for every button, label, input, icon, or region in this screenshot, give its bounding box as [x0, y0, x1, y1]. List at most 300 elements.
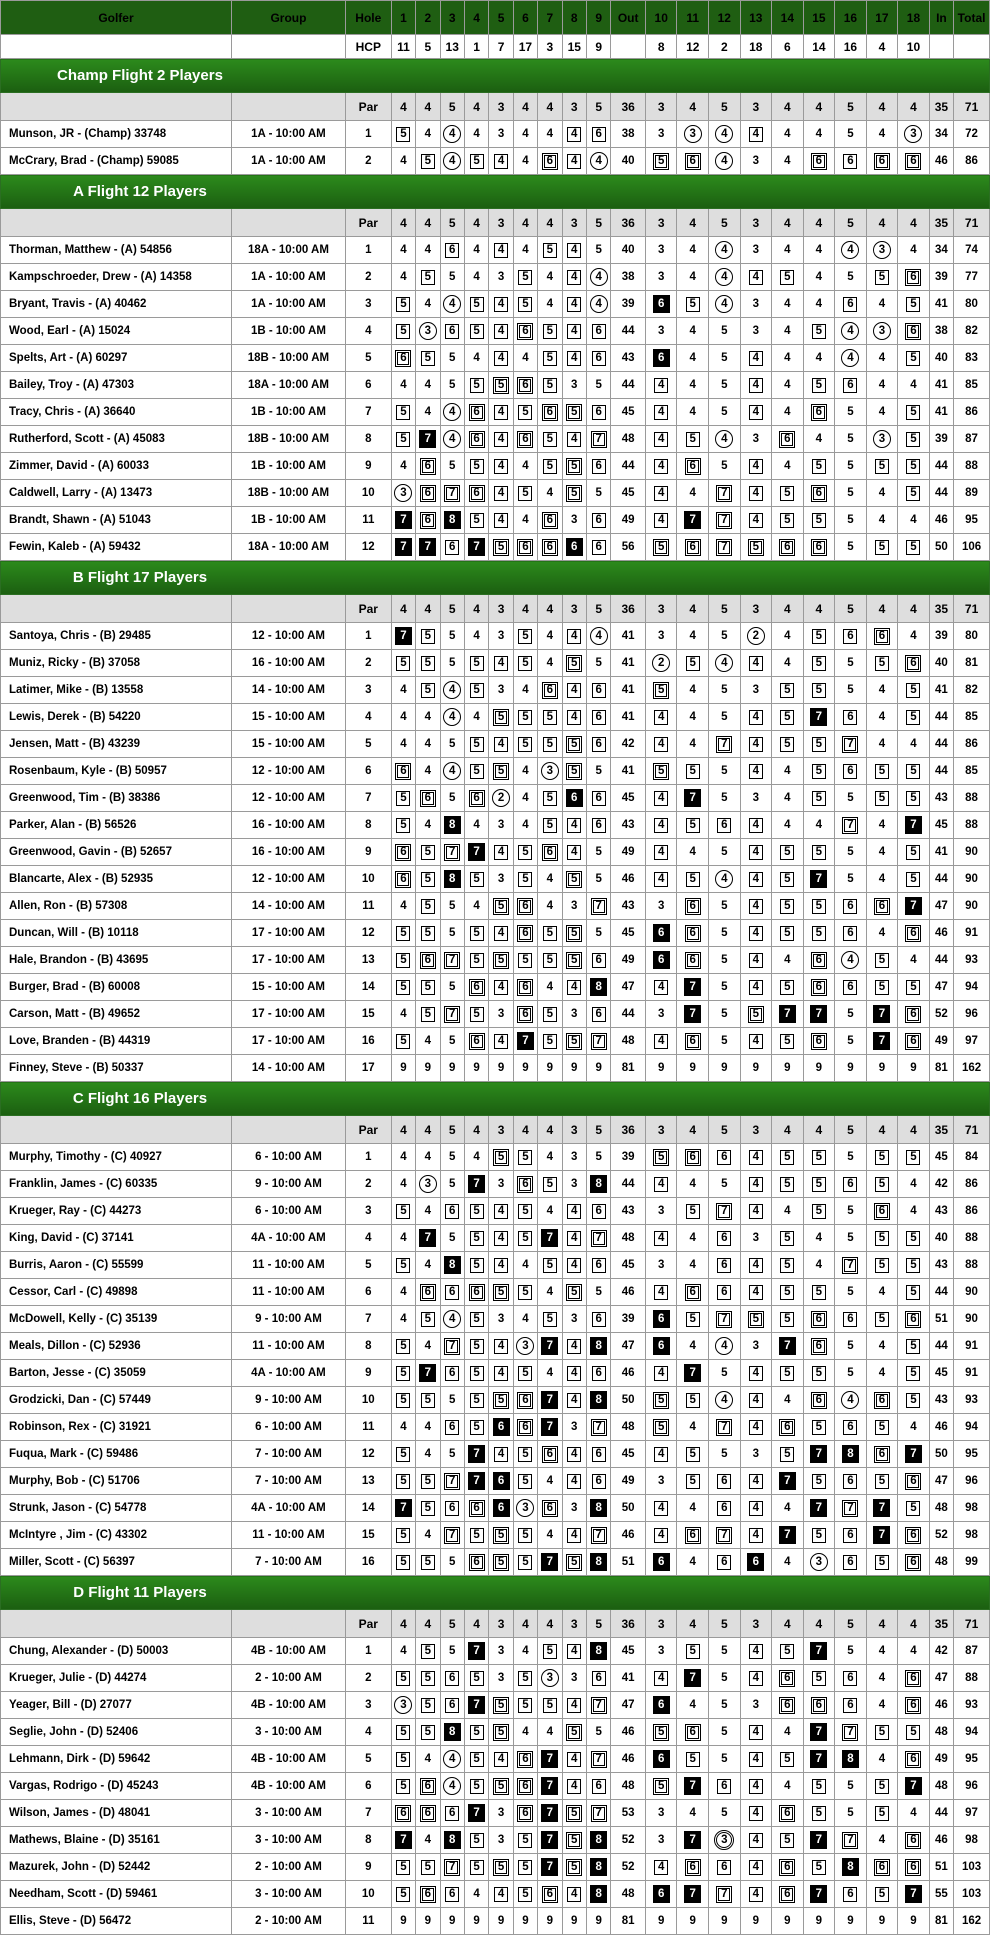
hole-score: 9 — [784, 1914, 791, 1927]
group-cell: 6 - 10:00 AM — [231, 1198, 345, 1225]
hole-score: 98 — [965, 1528, 978, 1541]
hole-score: 4 — [443, 403, 461, 421]
player-row — [1, 1800, 990, 1827]
score-cell — [391, 1198, 415, 1225]
score-cell — [440, 1522, 464, 1549]
score-cell — [835, 507, 867, 534]
score-cell — [677, 291, 709, 318]
hole-score: 6 — [420, 485, 436, 502]
score-cell — [538, 1854, 562, 1881]
score-cell — [709, 1279, 741, 1306]
hole-score: 4 — [689, 324, 696, 337]
score-cell — [611, 1225, 646, 1252]
hole-score: 8 — [590, 1553, 607, 1571]
hcp-label: HCP — [345, 35, 391, 59]
score-cell — [464, 866, 488, 893]
score-cell — [391, 291, 415, 318]
hole-score: 5 — [906, 1285, 920, 1300]
par-cell: 4 — [464, 93, 488, 121]
hole-score: 7 — [468, 1804, 485, 1822]
hole-score: 4 — [443, 708, 461, 726]
score-cell — [440, 1854, 464, 1881]
score-cell — [709, 399, 741, 426]
hole-score: 9 — [522, 1061, 529, 1074]
golfer-name: Wood, Earl - (A) 15024 — [1, 318, 232, 345]
par-blank-group — [231, 209, 345, 237]
par-cell: 5 — [586, 595, 610, 623]
hole-score: 5 — [396, 1393, 410, 1408]
hole-score: 5 — [812, 1779, 826, 1794]
hole-score: 40 — [621, 154, 635, 167]
par-cell: 5 — [835, 1116, 867, 1144]
position-cell: 7 — [345, 399, 391, 426]
score-cell — [954, 1441, 990, 1468]
score-cell — [538, 291, 562, 318]
hole-score: 7 — [468, 538, 485, 556]
par-cell: 4 — [416, 93, 440, 121]
hole-score: 49 — [935, 1034, 948, 1047]
score-cell — [898, 291, 930, 318]
hole-score: 6 — [811, 1338, 827, 1355]
hole-score: 4 — [878, 1752, 886, 1765]
score-cell — [898, 947, 930, 974]
hole-score: 7 — [842, 1724, 858, 1741]
hole-header-10: 10 — [645, 1, 677, 35]
score-cell — [954, 731, 990, 758]
hole-score: 45 — [621, 791, 635, 804]
score-cell — [803, 650, 835, 677]
par-cell: 4 — [464, 209, 488, 237]
hole-score: 48 — [935, 1779, 948, 1792]
hole-score: 5 — [595, 1285, 602, 1298]
hole-score: 4 — [494, 351, 508, 366]
score-cell — [645, 1800, 677, 1827]
score-cell — [709, 1028, 741, 1055]
score-cell — [489, 1800, 513, 1827]
score-cell — [440, 812, 464, 839]
hole-score: 7 — [468, 843, 485, 861]
score-cell — [440, 507, 464, 534]
score-cell — [645, 1252, 677, 1279]
position-cell: 2 — [345, 264, 391, 291]
position-cell: 4 — [345, 1719, 391, 1746]
score-cell — [562, 534, 586, 561]
hole-score: 5 — [847, 405, 854, 418]
score-cell — [929, 623, 953, 650]
score-cell — [709, 1387, 741, 1414]
score-cell — [772, 623, 804, 650]
hole-score: 95 — [965, 513, 978, 526]
hole-score: 5 — [847, 1779, 854, 1792]
score-cell — [562, 1692, 586, 1719]
hole-score: 5 — [847, 459, 854, 472]
hole-score: 4 — [567, 1339, 581, 1354]
hole-score: 5 — [847, 791, 854, 804]
score-cell — [929, 426, 953, 453]
score-cell — [391, 1719, 415, 1746]
par-cell: 4 — [677, 1116, 709, 1144]
hole-score: 8 — [590, 1499, 607, 1517]
hole-score: 49 — [621, 1474, 635, 1487]
score-cell — [740, 1225, 772, 1252]
hole-score: 48 — [621, 432, 635, 445]
score-cell — [954, 1055, 990, 1082]
hole-score: 4 — [654, 1447, 668, 1462]
score-cell — [866, 121, 898, 148]
score-cell — [440, 1773, 464, 1800]
hole-score: 3 — [571, 1177, 578, 1190]
score-cell — [866, 974, 898, 1001]
hole-score: 5 — [780, 513, 794, 528]
hole-score: 4 — [546, 270, 554, 283]
hole-score: 4 — [424, 1420, 432, 1433]
score-cell — [611, 426, 646, 453]
hole-score: 3 — [497, 1806, 505, 1819]
hole-score: 5 — [493, 1284, 509, 1301]
score-cell — [954, 1827, 990, 1854]
hole-score: 4 — [522, 1312, 529, 1325]
hole-score: 3 — [571, 1312, 578, 1325]
position-cell: 4 — [345, 1225, 391, 1252]
score-cell — [440, 480, 464, 507]
hole-score: 4 — [546, 1366, 554, 1379]
hole-score: 6 — [420, 952, 436, 969]
score-cell — [391, 920, 415, 947]
hole-score: 5 — [686, 764, 700, 779]
hole-score: 5 — [780, 1285, 794, 1300]
score-cell — [416, 839, 440, 866]
score-cell — [586, 291, 610, 318]
score-cell — [898, 1908, 930, 1935]
score-cell — [866, 1881, 898, 1908]
hole-score: 43 — [935, 1204, 948, 1217]
hole-score: 5 — [470, 324, 484, 339]
hole-score: 4 — [841, 322, 859, 340]
player-row — [1, 1387, 990, 1414]
score-cell — [929, 866, 953, 893]
score-cell — [586, 318, 610, 345]
score-cell — [954, 1028, 990, 1055]
score-cell — [562, 1001, 586, 1028]
hole-score: 6 — [517, 539, 533, 556]
player-row — [1, 677, 990, 704]
hole-score: 88 — [965, 1231, 978, 1244]
score-cell — [489, 426, 513, 453]
hole-score: 34 — [935, 243, 948, 256]
score-cell — [772, 1360, 804, 1387]
position-cell: 6 — [345, 1773, 391, 1800]
score-cell — [440, 1306, 464, 1333]
hole-score: 5 — [449, 1447, 456, 1460]
score-cell — [538, 1881, 562, 1908]
score-cell — [464, 1333, 488, 1360]
hole-score: 6 — [592, 818, 606, 833]
hole-score: 6 — [445, 1420, 459, 1435]
score-cell — [586, 1908, 610, 1935]
score-cell — [538, 1638, 562, 1665]
player-row — [1, 704, 990, 731]
hole-score: 3 — [571, 378, 578, 391]
score-cell — [954, 1522, 990, 1549]
score-cell — [954, 650, 990, 677]
group-cell: 4B - 10:00 AM — [231, 1773, 345, 1800]
score-cell — [645, 785, 677, 812]
hole-score: 4 — [749, 351, 763, 366]
score-cell — [513, 1144, 537, 1171]
hole-score: 5 — [449, 737, 456, 750]
score-cell — [929, 507, 953, 534]
hole-score: 6 — [517, 1419, 533, 1436]
par-cell: 3 — [645, 1116, 677, 1144]
par-cell: 4 — [513, 1116, 537, 1144]
score-cell — [538, 1665, 562, 1692]
hole-score: 3 — [658, 243, 665, 256]
golfer-name: Latimer, Mike - (B) 13558 — [1, 677, 232, 704]
group-cell: 2 - 10:00 AM — [231, 1665, 345, 1692]
hole-score: 6 — [592, 791, 606, 806]
hole-score: 6 — [493, 1499, 510, 1517]
score-cell — [709, 1692, 741, 1719]
score-cell — [677, 812, 709, 839]
score-cell — [954, 1719, 990, 1746]
group-cell: 4A - 10:00 AM — [231, 1495, 345, 1522]
score-cell — [898, 1441, 930, 1468]
score-cell — [586, 372, 610, 399]
hole-score: 5 — [566, 736, 582, 753]
par-cell: 3 — [740, 1116, 772, 1144]
hcp-cell: 4 — [866, 35, 898, 59]
hole-score: 6 — [445, 1366, 459, 1381]
hole-score: 5 — [518, 405, 532, 420]
score-cell — [772, 1881, 804, 1908]
score-cell — [513, 264, 537, 291]
hole-score: 5 — [518, 872, 532, 887]
score-cell — [740, 1333, 772, 1360]
par-cell: 4 — [416, 1610, 440, 1638]
hole-score: 44 — [935, 953, 948, 966]
score-cell — [803, 1441, 835, 1468]
hole-score: 3 — [571, 899, 578, 912]
score-cell — [709, 534, 741, 561]
hole-score: 5 — [686, 1474, 700, 1489]
hole-score: 42 — [935, 1644, 948, 1657]
hole-score: 5 — [812, 1285, 826, 1300]
position-cell: 11 — [345, 1414, 391, 1441]
hole-score: 4 — [689, 710, 696, 723]
score-cell — [645, 1549, 677, 1576]
hole-score: 5 — [470, 1860, 484, 1875]
score-cell — [929, 237, 953, 264]
hole-score: 6 — [420, 790, 436, 807]
hole-score: 7 — [905, 1777, 922, 1795]
par-cell: 4 — [513, 595, 537, 623]
par-cell: 3 — [562, 1610, 586, 1638]
score-cell — [954, 1638, 990, 1665]
hole-score: 8 — [590, 1642, 607, 1660]
hole-score: 3 — [497, 629, 505, 642]
score-cell — [803, 1800, 835, 1827]
score-cell — [562, 1225, 586, 1252]
score-cell — [611, 534, 646, 561]
position-cell: 10 — [345, 1881, 391, 1908]
hole-score: 4 — [878, 297, 886, 310]
hole-score: 9 — [595, 1914, 602, 1927]
hole-score: 4 — [424, 297, 432, 310]
score-cell — [803, 1665, 835, 1692]
score-cell — [611, 893, 646, 920]
hole-score: 5 — [721, 1725, 728, 1738]
group-cell: 12 - 10:00 AM — [231, 785, 345, 812]
hole-score: 4 — [546, 1204, 554, 1217]
score-cell — [866, 1719, 898, 1746]
score-cell — [677, 650, 709, 677]
score-cell — [866, 507, 898, 534]
par-cell: 36 — [611, 93, 646, 121]
score-cell — [803, 1028, 835, 1055]
score-cell — [740, 507, 772, 534]
score-cell — [772, 947, 804, 974]
hole-score: 3 — [752, 1231, 760, 1244]
hole-score: 41 — [935, 297, 948, 310]
hole-score: 8 — [590, 1337, 607, 1355]
hole-score: 8 — [590, 1831, 607, 1849]
player-row — [1, 372, 990, 399]
score-cell — [513, 399, 537, 426]
golfer-header: Golfer — [1, 1, 232, 35]
hole-score: 7 — [468, 1175, 485, 1193]
score-cell — [562, 1908, 586, 1935]
hole-score: 5 — [812, 1528, 826, 1543]
hole-score: 4 — [400, 1007, 407, 1020]
score-cell — [677, 1171, 709, 1198]
position-cell: 2 — [345, 1665, 391, 1692]
score-cell — [835, 1827, 867, 1854]
score-cell — [866, 1908, 898, 1935]
score-cell — [611, 1306, 646, 1333]
hole-score: 43 — [935, 1393, 948, 1406]
score-cell — [464, 1001, 488, 1028]
hole-score: 5 — [721, 629, 728, 642]
hole-score: 5 — [595, 656, 602, 669]
score-cell — [416, 426, 440, 453]
position-cell: 2 — [345, 650, 391, 677]
score-cell — [898, 812, 930, 839]
score-cell — [611, 812, 646, 839]
golfer-name: Zimmer, David - (A) 60033 — [1, 453, 232, 480]
hole-score: 49 — [621, 953, 635, 966]
hole-score: 5 — [847, 432, 854, 445]
hole-score: 4 — [715, 125, 733, 143]
score-cell — [464, 1252, 488, 1279]
score-cell — [562, 372, 586, 399]
score-cell — [440, 650, 464, 677]
hole-score: 9 — [721, 1914, 728, 1927]
score-cell — [611, 1692, 646, 1719]
score-cell — [772, 1306, 804, 1333]
score-cell — [440, 1441, 464, 1468]
score-cell — [929, 704, 953, 731]
score-cell — [677, 1414, 709, 1441]
score-cell — [740, 453, 772, 480]
score-cell — [645, 1854, 677, 1881]
score-cell — [538, 974, 562, 1001]
hole-score: 5 — [449, 459, 456, 472]
golfer-name: McDowell, Kelly - (C) 35139 — [1, 1306, 232, 1333]
hole-score: 4 — [841, 1391, 859, 1409]
hole-score: 5 — [543, 1177, 557, 1192]
group-cell: 12 - 10:00 AM — [231, 623, 345, 650]
score-cell — [538, 318, 562, 345]
hole-score: 5 — [566, 655, 582, 672]
score-cell — [740, 480, 772, 507]
hole-score: 6 — [685, 539, 701, 556]
par-cell: 5 — [709, 93, 741, 121]
hole-score: 6 — [542, 1446, 558, 1463]
hole-score: 4 — [654, 1671, 668, 1686]
hcp-cell: 14 — [803, 35, 835, 59]
score-cell — [538, 677, 562, 704]
hole-score: 6 — [779, 1886, 795, 1903]
score-cell — [416, 1468, 440, 1495]
hcp-cell: 13 — [440, 35, 464, 59]
score-cell — [464, 731, 488, 758]
score-cell — [835, 291, 867, 318]
hole-score: 5 — [847, 1204, 854, 1217]
player-row — [1, 1028, 990, 1055]
hole-score: 4 — [910, 953, 917, 966]
score-cell — [538, 920, 562, 947]
score-cell — [954, 920, 990, 947]
score-cell — [740, 1773, 772, 1800]
score-cell — [866, 453, 898, 480]
score-cell — [835, 1198, 867, 1225]
hole-score: 49 — [621, 845, 635, 858]
hole-score: 9 — [689, 1914, 696, 1927]
score-cell — [866, 1414, 898, 1441]
score-cell — [489, 893, 513, 920]
hole-score: 5 — [518, 1698, 532, 1713]
hole-score: 41 — [621, 710, 635, 723]
position-cell: 7 — [345, 785, 391, 812]
score-cell — [538, 1441, 562, 1468]
score-cell — [586, 480, 610, 507]
score-cell — [929, 1549, 953, 1576]
score-cell — [740, 372, 772, 399]
score-cell — [416, 399, 440, 426]
hole-score: 5 — [396, 324, 410, 339]
player-row — [1, 1198, 990, 1225]
score-cell — [677, 1441, 709, 1468]
position-cell: 5 — [345, 1746, 391, 1773]
hole-score: 5 — [470, 1779, 484, 1794]
hole-score: 6 — [592, 540, 606, 555]
hole-score: 4 — [400, 1644, 407, 1657]
score-cell — [677, 1908, 709, 1935]
score-cell — [416, 1665, 440, 1692]
hole-score: 4 — [424, 1204, 432, 1217]
hole-score: 4 — [654, 1177, 668, 1192]
hole-score: 6 — [420, 512, 436, 529]
score-cell — [803, 704, 835, 731]
par-cell: 35 — [929, 209, 953, 237]
score-cell — [709, 148, 741, 175]
score-cell — [835, 947, 867, 974]
hole-score: 5 — [780, 1231, 794, 1246]
par-cell: 3 — [562, 1116, 586, 1144]
score-cell — [586, 1495, 610, 1522]
score-cell — [586, 677, 610, 704]
hole-score: 4 — [473, 351, 480, 364]
